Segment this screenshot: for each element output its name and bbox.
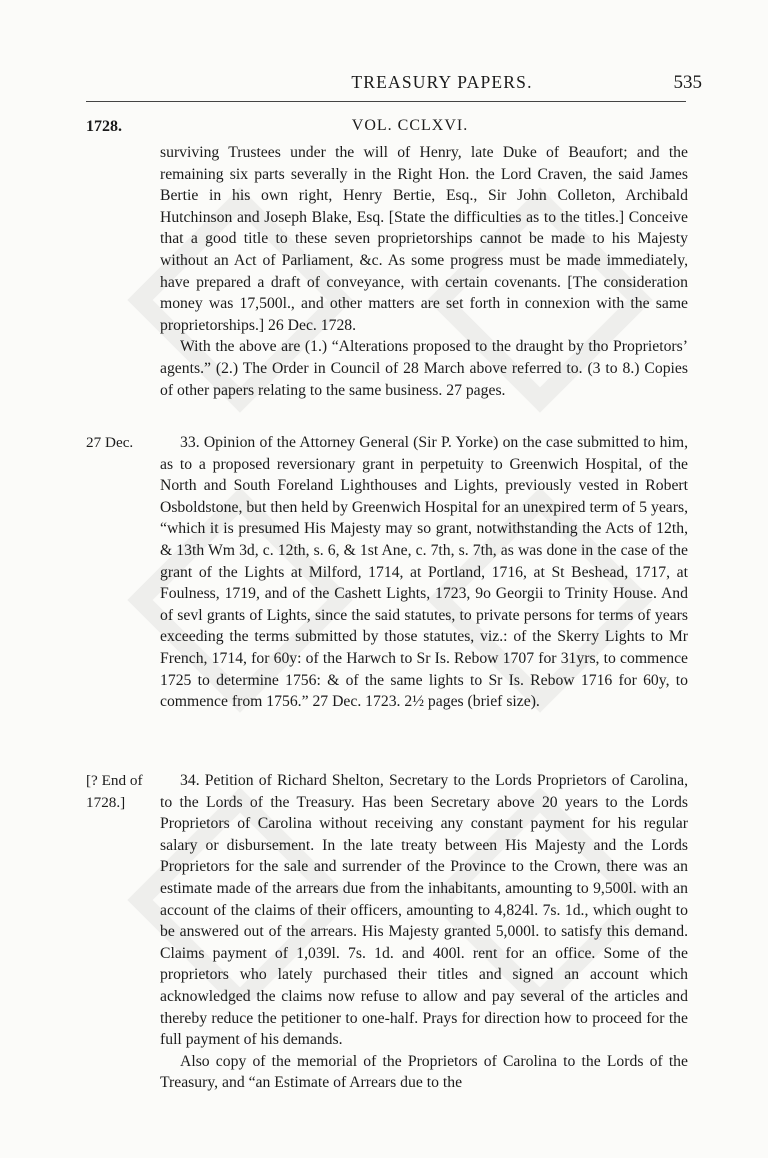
year-label: 1728. bbox=[86, 118, 122, 135]
entry-text bbox=[160, 142, 688, 401]
entry-text bbox=[160, 770, 688, 1094]
entry-continuation bbox=[86, 142, 690, 401]
paragraph: surviving Trustees under the will of Henry, late Duke of Beaufort; and the remaining six parts severally in the Right Hon. the Lord Craven, the said James Bertie in his own right, Henry Bertie, Esq., Sir John Colleton, Archibald Hutchinson and Joseph Blake, Esq. [State the difficulties as to the titles.] Conceive that a good title to these seven proprietorships cannot be made to his Majesty without an Act of Parliament, &c. As some progress must be made immediately, have prepared a draft of conveyance, with certain covenants. [The consideration money was 17,500l., and other matters are set forth in connexion with the same proprietorships.] 26 Dec. 1728. bbox=[160, 144, 688, 334]
paragraph: 33. Opinion of the Attorney General (Sir P. Yorke) on the case submitted to him, as to a proposed reversionary grant in perpetuity to Greenwich Hospital, of the North and South Foreland Lighthouses and Lights, previously vested in Robert Osboldstone, but then held by Greenwich Hospital for an unexpired term of 5 years, “which it is presumed His Majesty may so grant, notwithstanding the Acts of 12th, & 13th Wm 3d, c. 12th, s. 6, & 1st Ane, c. 7th, s. 7th, as was done in the case of the grant of the Lights at Milford, 1714, at Portland, 1716, at St Beshead, 1717, at Foulness, 1719, and of the Cashett Lights, 1723, 9o Georgii to Trinity House. And of sevl grants of Lights, since the said statutes, to private persons for terms of years exceeding the terms submitted by those statutes, viz.: of the Skerry Lights to Mr French, 1714, for 60y: of the Harwch to Sr Is. Rebow 1707 for 31yrs, to commence 1725 to determine 1756: & of the same lights to Sr Is. Rebow 1716 for 60y, to commence from 1756.” 27 Dec. 1723. 2½ pages (brief size). bbox=[160, 434, 688, 711]
entry-text bbox=[160, 432, 688, 713]
running-title: TREASURY PAPERS. bbox=[351, 72, 533, 92]
volume-label: VOL. CCLXVI. bbox=[351, 117, 469, 134]
running-head bbox=[150, 72, 702, 93]
header-rule bbox=[86, 101, 686, 102]
page-number: 535 bbox=[673, 72, 702, 93]
entry-margin-date: 27 Dec. bbox=[86, 434, 134, 451]
entry-33 bbox=[86, 432, 690, 713]
entry-margin-date: [? End of 1728.] bbox=[86, 772, 143, 811]
paragraph: 34. Petition of Richard Shelton, Secretary to the Lords Proprietors of Carolina, to the Lords of the Treasury. Has been Secretary above 20 years to the Lords Proprietors of Carolina without receiving any constant payment for his regular salary or disbursement. In the late treaty between His Majesty and the Lords Proprietors for the sale and surrender of the Province to the Crown, there was an estimate made of the arrears due from the inhabitants, amounting to 9,500l. with an account of the claims of their officers, amounting to 4,824l. 7s. 1d., which ought to be answered out of the arrears. His Majesty granted 5,000l. to satisfy this demand. Claims payment of 1,039l. 7s. 1d. and 400l. rent for an office. Some of the proprietors who lately purchased their titles and signed an account which acknowledged the claims now refuse to allow and pay several of the articles and thereby reduce the petitioner to one-half. Prays for direction how to proceed for the full payment of his demands. bbox=[160, 772, 688, 1049]
entry-34 bbox=[86, 770, 690, 1094]
paragraph: Also copy of the memorial of the Proprietors of Carolina to the Lords of the Treasury, and “an Estimate of Arrears due to the bbox=[160, 1052, 688, 1092]
paragraph: With the above are (1.) “Alterations proposed to the draught by tho Proprietors’ agents.” (2.) The Order in Council of 28 March above referred to. (3 to 8.) Copies of other papers relating to the same business. 27 pages. bbox=[160, 338, 688, 399]
